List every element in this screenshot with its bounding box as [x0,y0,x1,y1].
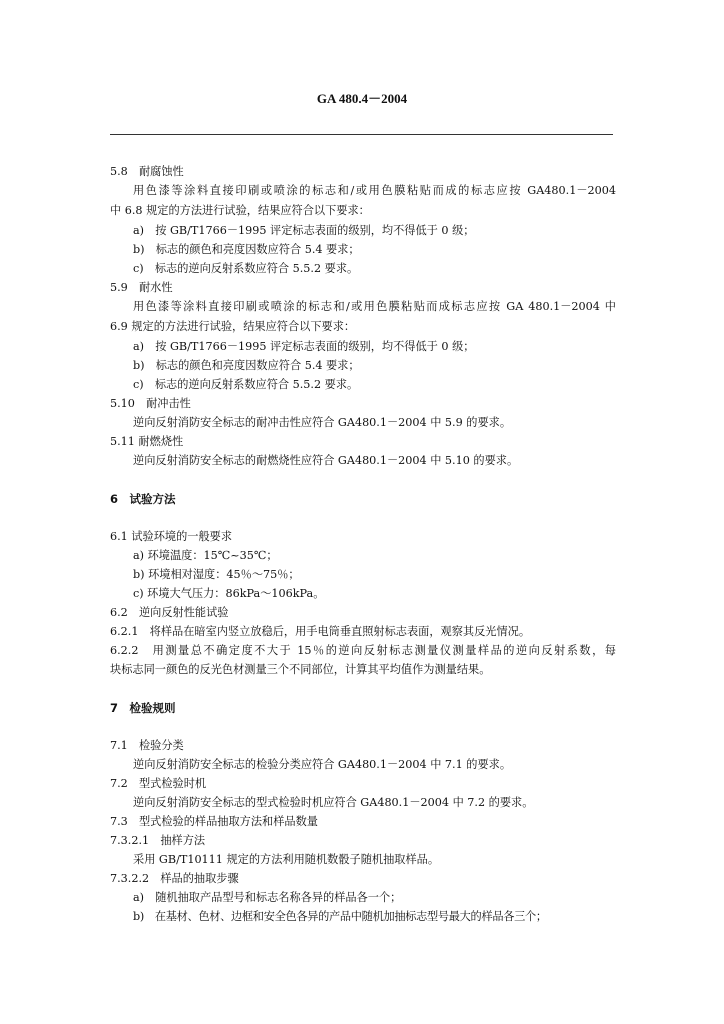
list-item: a) 环境温度：15℃~35℃； [133,549,278,562]
paragraph-line: 逆向反射消防安全标志的耐燃烧性应符合 GA480.1－2004 中 5.10 的要求。 [133,454,519,467]
section-heading-7-1: 7.1 检验分类 [110,739,184,752]
paragraph-line: 块标志同一颜色的反光色材测量三个不同部位，计算其平均值作为测量结果。 [110,663,491,676]
list-item: a) 随机抽取产品型号和标志名称各异的样品各一个； [133,891,402,904]
paragraph-line: 6.2.2 用测量总不确定度不大于 15％的逆向反射标志测量仪测量样品的逆向反射系数，每 [110,644,616,657]
section-heading-5-8: 5.8 耐腐蚀性 [110,165,184,178]
chapter-heading-6: 6 试验方法 [110,492,176,506]
section-heading-5-9: 5.9 耐水性 [110,281,173,294]
section-heading-7-2: 7.2 型式检验时机 [110,777,207,790]
chapter-heading-7: 7 检验规则 [110,701,176,715]
header-rule [110,134,613,135]
list-item: b) 标志的颜色和亮度因数应符合 5.4 要求； [133,243,360,256]
list-item: a) 按 GB/T1766－1995 评定标志表面的级别，均不得低于 0 级； [133,340,475,353]
list-item: c) 标志的逆向反射系数应符合 5.5.2 要求。 [133,262,359,275]
paragraph-line: 中 6.8 规定的方法进行试验，结果应符合以下要求： [110,204,370,217]
section-heading-7-3-2-2: 7.3.2.2 样品的抽取步骤 [110,872,239,885]
section-heading-6-1: 6.1 试验环境的一般要求 [110,530,233,543]
list-item: b) 标志的颜色和亮度因数应符合 5.4 要求； [133,359,360,372]
section-heading-7-3: 7.3 型式检验的样品抽取方法和样品数量 [110,815,318,828]
list-item: c) 环境大气压力：86kPa～106kPa。 [133,587,325,600]
document-header: GA 480.4－2004 [316,91,408,106]
list-item: b) 环境相对湿度：45％～75％； [133,568,300,581]
section-heading-6-2: 6.2 逆向反射性能试验 [110,606,229,619]
paragraph-line: 逆向反射消防安全标志的耐冲击性应符合 GA480.1－2004 中 5.9 的要求。 [133,416,512,429]
list-item: c) 标志的逆向反射系数应符合 5.5.2 要求。 [133,378,359,391]
paragraph-line: 逆向反射消防安全标志的检验分类应符合 GA480.1－2004 中 7.1 的要求。 [133,758,512,771]
paragraph-line: 用色漆等涂料直接印刷或喷涂的标志和/或用色膜粘贴而成的标志应按 GA480.1－2004 [133,184,616,197]
paragraph-line: 6.9 规定的方法进行试验，结果应符合以下要求： [110,320,356,333]
section-heading-5-11: 5.11 耐燃烧性 [110,435,184,448]
paragraph-line: 用色漆等涂料直接印刷或喷涂的标志和/或用色膜粘贴而成标志应按 GA 480.1－2004 中 [133,300,616,313]
paragraph-line: 采用 GB/T10111 规定的方法利用随机数骰子随机抽取样品。 [133,853,440,866]
paragraph-line: 逆向反射消防安全标志的型式检验时机应符合 GA480.1－2004 中 7.2 的要求。 [133,796,534,809]
section-heading-5-10: 5.10 耐冲击性 [110,397,191,410]
list-item: a) 按 GB/T1766－1995 评定标志表面的级别，均不得低于 0 级； [133,224,475,237]
list-item: b) 在基材、色材、边框和安全色各异的产品中随机加抽标志型号最大的样品各三个； [133,910,547,923]
section-heading-7-3-2-1: 7.3.2.1 抽样方法 [110,834,206,847]
paragraph-line: 6.2.1 将样品在暗室内竖立放稳后，用手电筒垂直照射标志表面，观察其反光情况。 [110,625,531,638]
